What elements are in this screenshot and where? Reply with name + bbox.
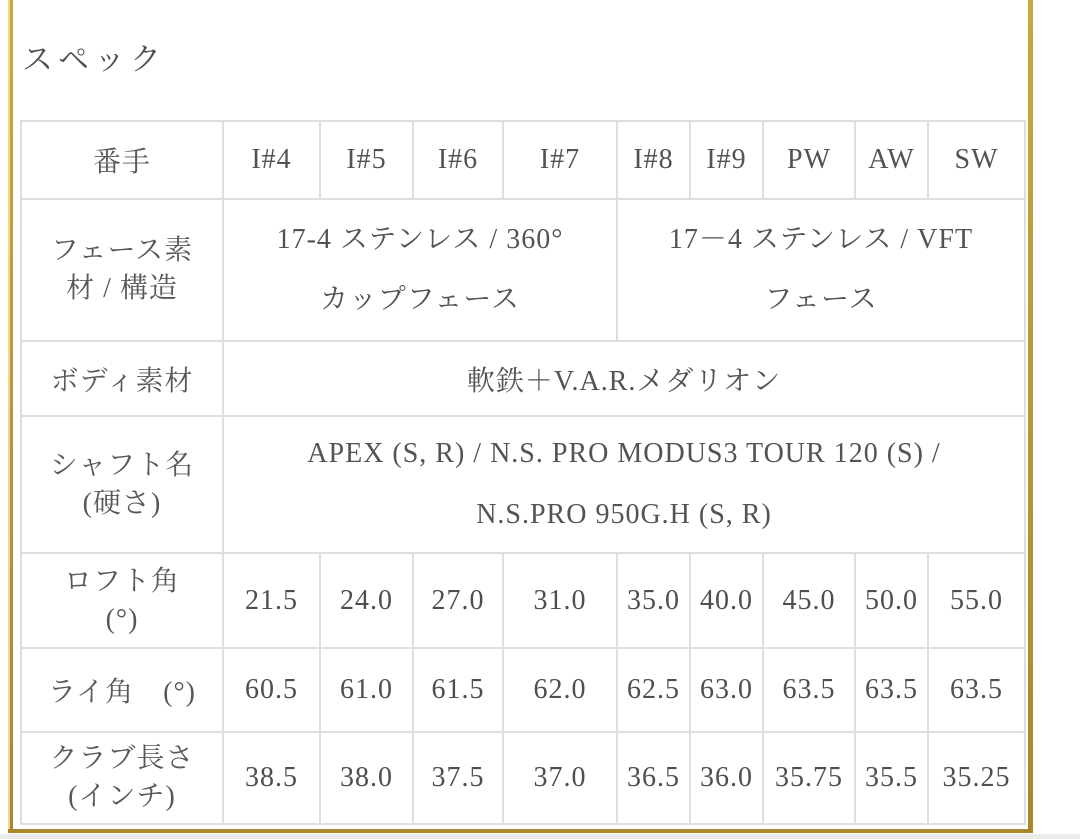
lie-value: 62.0 bbox=[503, 648, 617, 732]
length-value: 38.0 bbox=[320, 732, 413, 824]
club-header: I#9 bbox=[690, 121, 763, 199]
lie-value: 62.5 bbox=[617, 648, 690, 732]
length-value: 36.5 bbox=[617, 732, 690, 824]
loft-value: 55.0 bbox=[928, 553, 1025, 648]
shaft-label: シャフト名 (硬さ) bbox=[21, 416, 223, 553]
loft-value: 50.0 bbox=[855, 553, 928, 648]
loft-value: 31.0 bbox=[503, 553, 617, 648]
lie-value: 60.5 bbox=[223, 648, 320, 732]
loft-value: 24.0 bbox=[320, 553, 413, 648]
club-header: I#4 bbox=[223, 121, 320, 199]
length-value: 35.5 bbox=[855, 732, 928, 824]
loft-value: 45.0 bbox=[763, 553, 855, 648]
body-material-row bbox=[21, 341, 1025, 416]
loft-label: ロフト角 (°) bbox=[21, 553, 223, 648]
loft-value: 27.0 bbox=[413, 553, 503, 648]
length-label: クラブ長さ (インチ) bbox=[21, 732, 223, 824]
lie-value: 63.5 bbox=[763, 648, 855, 732]
length-value: 35.25 bbox=[928, 732, 1025, 824]
shaft-value: APEX (S, R) / N.S. PRO MODUS3 TOUR 120 (S) / N.S.PRO 950G.H (S, R) bbox=[223, 416, 1025, 553]
corner-label: 番手 bbox=[21, 121, 223, 199]
club-header: PW bbox=[763, 121, 855, 199]
club-header: SW bbox=[928, 121, 1025, 199]
face-material-label: フェース素 材 / 構造 bbox=[21, 199, 223, 341]
club-header: I#6 bbox=[413, 121, 503, 199]
body-material-value: 軟鉄＋V.A.R.メダリオン bbox=[223, 341, 1025, 416]
length-value: 37.5 bbox=[413, 732, 503, 824]
club-header: I#8 bbox=[617, 121, 690, 199]
header-row bbox=[21, 121, 1025, 199]
page-title: スペック bbox=[22, 42, 166, 77]
loft-value: 35.0 bbox=[617, 553, 690, 648]
length-value: 35.75 bbox=[763, 732, 855, 824]
face-material-row bbox=[21, 199, 1025, 341]
shaft-row bbox=[21, 416, 1025, 553]
loft-value: 21.5 bbox=[223, 553, 320, 648]
club-header: AW bbox=[855, 121, 928, 199]
length-value: 36.0 bbox=[690, 732, 763, 824]
length-value: 37.0 bbox=[503, 732, 617, 824]
spec-table bbox=[20, 120, 1026, 825]
length-value: 38.5 bbox=[223, 732, 320, 824]
page-bottom-strip bbox=[0, 834, 1080, 839]
lie-value: 63.5 bbox=[928, 648, 1025, 732]
length-row bbox=[21, 732, 1025, 824]
club-header: I#7 bbox=[503, 121, 617, 199]
club-header: I#5 bbox=[320, 121, 413, 199]
lie-value: 63.5 bbox=[855, 648, 928, 732]
lie-value: 61.0 bbox=[320, 648, 413, 732]
loft-row bbox=[21, 553, 1025, 648]
face-material-group1: 17-4 ステンレス / 360° カップフェース bbox=[223, 199, 617, 341]
face-material-group2: 17－4 ステンレス / VFT フェース bbox=[617, 199, 1025, 341]
lie-label: ライ角 (°) bbox=[21, 648, 223, 732]
lie-value: 61.5 bbox=[413, 648, 503, 732]
body-material-label: ボディ素材 bbox=[21, 341, 223, 416]
lie-value: 63.0 bbox=[690, 648, 763, 732]
lie-row bbox=[21, 648, 1025, 732]
loft-value: 40.0 bbox=[690, 553, 763, 648]
